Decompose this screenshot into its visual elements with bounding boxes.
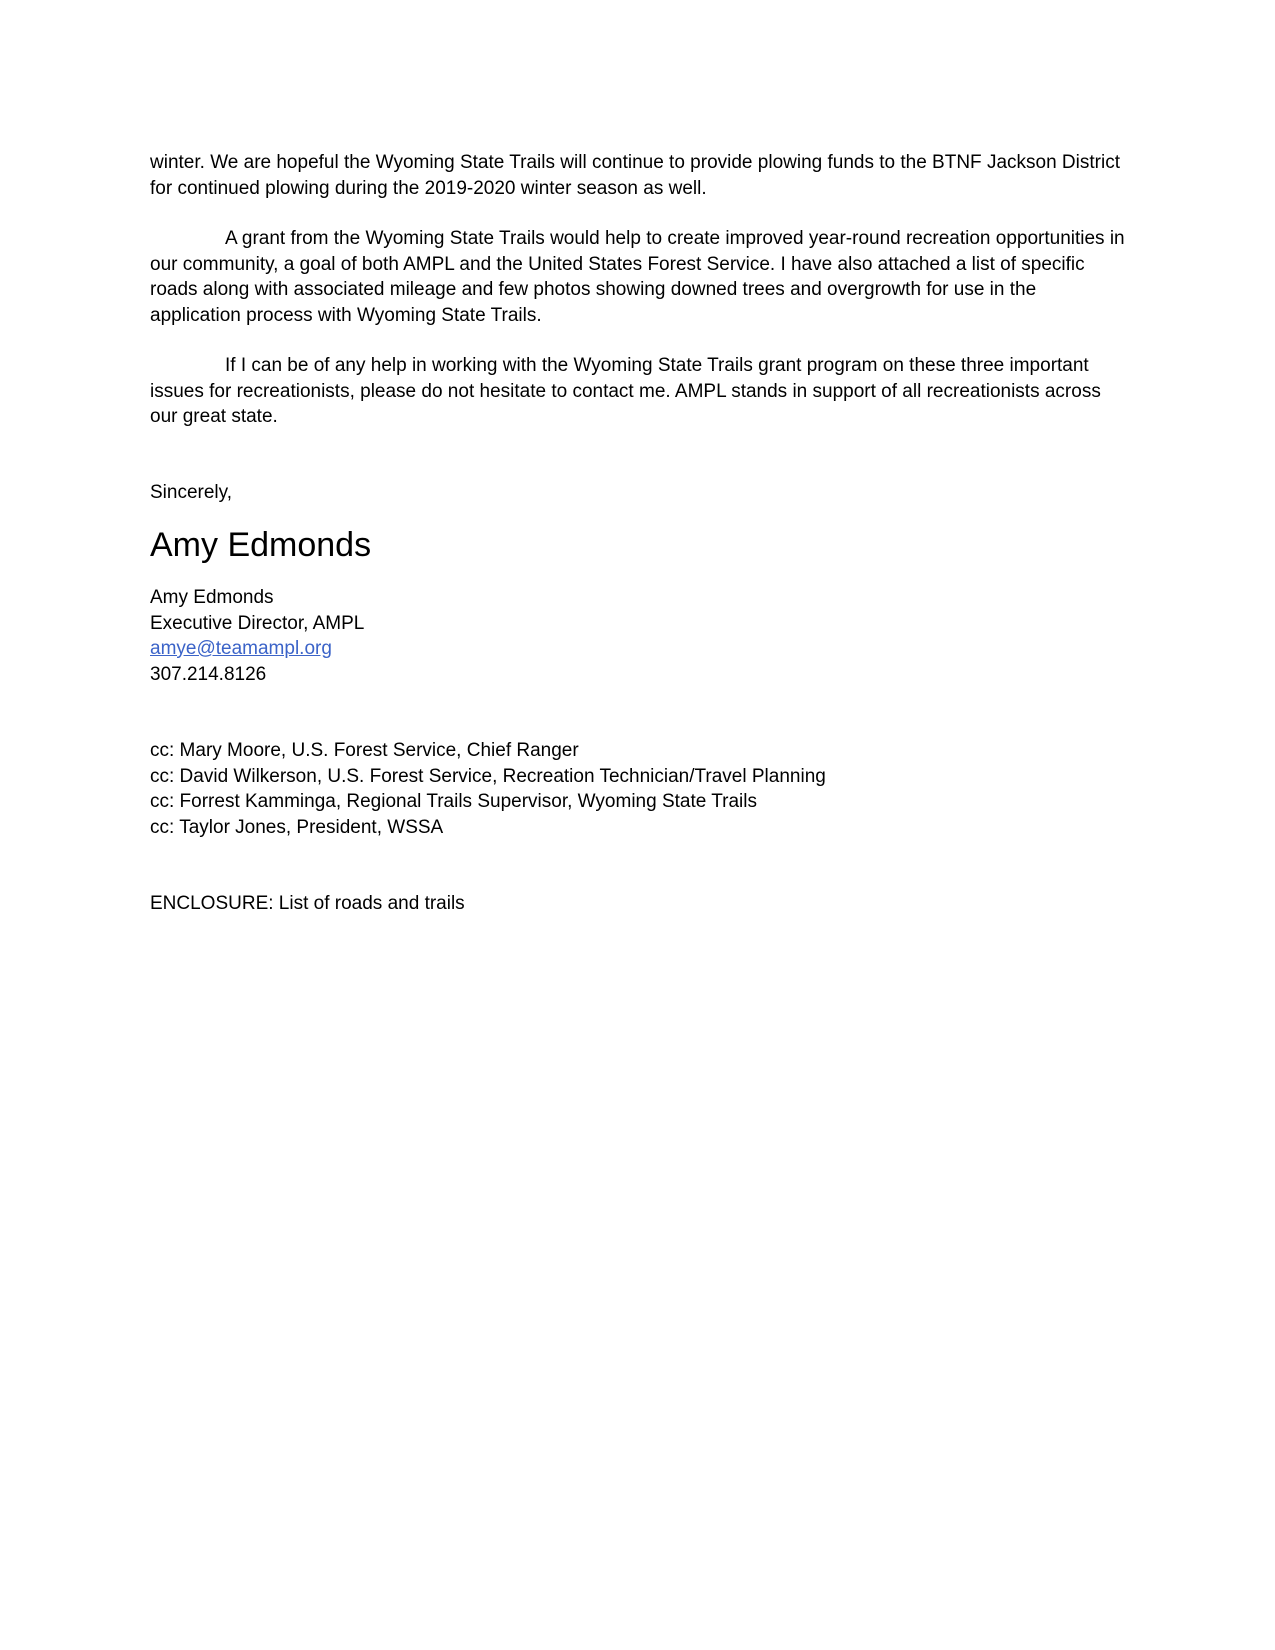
letter-page (150, 150, 1130, 917)
paragraph-plowing: winter. We are hopeful the Wyoming State Trails will continue to provide plowing funds to the BTNF Jackson District for continued plowing during the 2019-2020 winter season as well. (150, 152, 1120, 199)
cc-item: cc: Taylor Jones, President, WSSA (150, 816, 444, 838)
cc-item: cc: David Wilkerson, U.S. Forest Service, Recreation Technician/Travel Planning (150, 765, 826, 787)
cc-list (150, 738, 1130, 840)
cc-item: cc: Forrest Kamminga, Regional Trails Supervisor, Wyoming State Trails (150, 791, 757, 812)
sender-phone: 307.214.8126 (150, 663, 267, 685)
sender-email-link[interactable]: amye@teamampl.org (150, 638, 332, 659)
sender-title: Executive Director, AMPL (150, 612, 365, 634)
paragraph-grant: A grant from the Wyoming State Trails would help to create improved year-round recreation opportunities in our community, a goal of both AMPL and the United States Forest Service. I have also attached a list of specific roads along with associated mileage and few photos showing downed trees and overgrowth for use in the application process with Wyoming State Trails. (150, 228, 1125, 326)
cc-item: cc: Mary Moore, U.S. Forest Service, Chief Ranger (150, 740, 579, 761)
sender-block (150, 585, 1130, 687)
sender-name: Amy Edmonds (150, 587, 274, 608)
paragraph-support: If I can be of any help in working with the Wyoming State Trails grant program on these three important issues for recreationists, please do not hesitate to contact me. AMPL stands in support of all recreationists across our great state. (150, 355, 1101, 427)
enclosure-note: ENCLOSURE: List of roads and trails (150, 893, 465, 914)
closing: Sincerely, (150, 481, 233, 503)
signature: Amy Edmonds (150, 526, 372, 564)
